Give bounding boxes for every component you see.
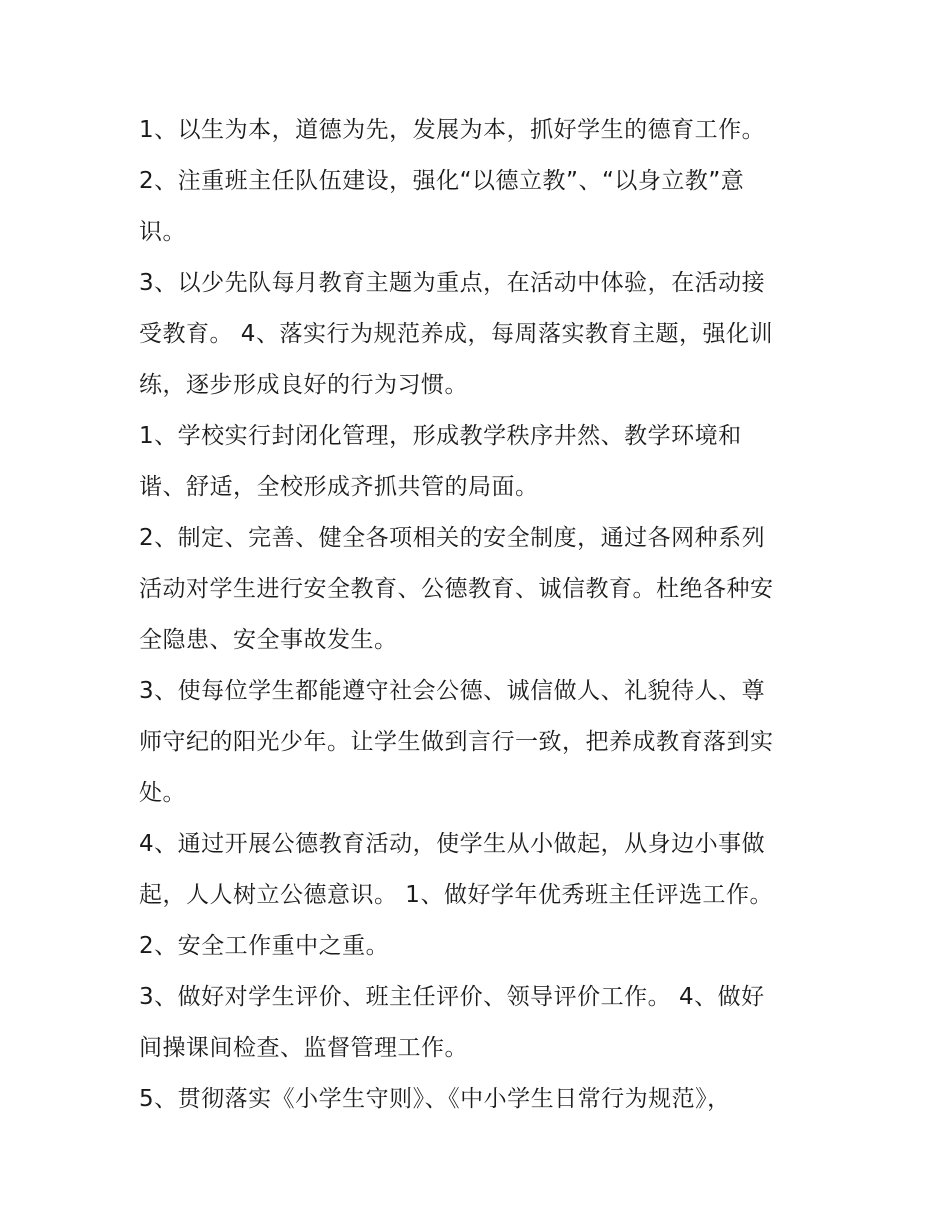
text-line: 2、安全工作重中之重。 — [139, 933, 390, 959]
text-line: 2、制定、完善、健全各项相关的安全制度，通过各网种系列 — [139, 525, 766, 551]
text-line: 间操课间检查、监督管理工作。 — [139, 1035, 468, 1061]
text-line: 识。 — [139, 219, 186, 245]
text-line: 起，人人树立公德意识。 1、做好学年优秀班主任评选工作。 — [139, 882, 773, 908]
text-line: 1、以生为本，道德为先，发展为本，抓好学生的德育工作。 — [139, 117, 766, 143]
text-line: 处。 — [139, 780, 186, 806]
text-line: 谐、舒适，全校形成齐抓共管的局面。 — [139, 474, 539, 500]
text-line: 2、注重班主任队伍建设，强化“以德立教”、“以身立教”意 — [139, 168, 745, 194]
text-line: 受教育。 4、落实行为规范养成，每周落实教育主题，强化训 — [139, 321, 773, 347]
text-line: 3、做好对学生评价、班主任评价、领导评价工作。 4、做好 — [139, 984, 765, 1010]
text-line: 3、以少先队每月教育主题为重点，在活动中体验，在活动接 — [139, 270, 766, 296]
text-line: 1、学校实行封闭化管理，形成教学秩序井然、教学环境和 — [139, 423, 742, 449]
text-line: 练，逐步形成良好的行为习惯。 — [139, 372, 468, 398]
text-line: 5、贯彻落实《小学生守则》、《中小学生日常行为规范》， — [139, 1086, 731, 1112]
text-line: 4、通过开展公德教育活动，使学生从小做起，从身边小事做 — [139, 831, 766, 857]
text-line: 全隐患、安全事故发生。 — [139, 627, 398, 653]
text-line: 师守纪的阳光少年。让学生做到言行一致，把养成教育落到实 — [139, 729, 774, 755]
text-line: 活动对学生进行安全教育、公德教育、诚信教育。杜绝各种安 — [139, 576, 774, 602]
text-line: 3、使每位学生都能遵守社会公德、诚信做人、礼貌待人、尊 — [139, 678, 766, 704]
